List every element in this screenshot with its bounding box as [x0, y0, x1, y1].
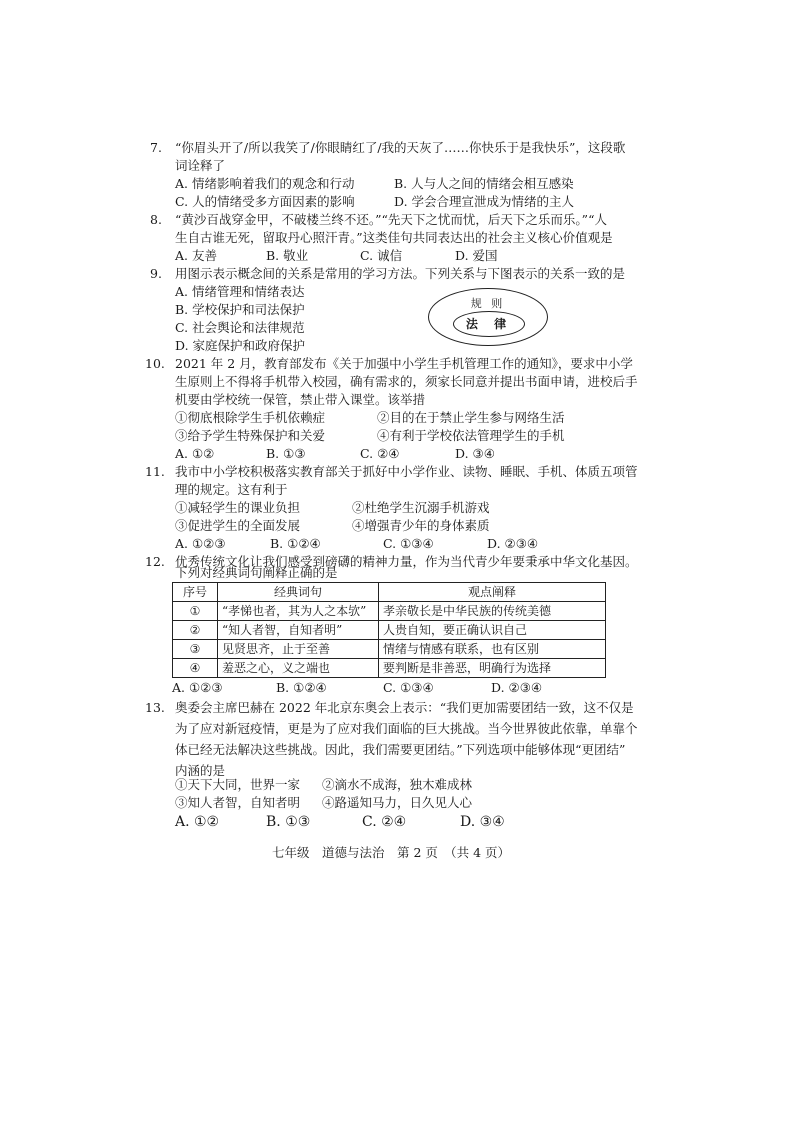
question-number: 8.	[150, 212, 162, 227]
header-quote: 经典词句	[218, 583, 379, 602]
cell-interpretation: 人贵自知，要正确认识自己	[379, 621, 606, 640]
cell-interpretation: 情绪与情感有联系，也有区别	[379, 640, 606, 659]
option-c[interactable]: C. ①③④	[383, 536, 434, 551]
question-stem-line: 用图示表示概念间的关系是常用的学习方法。下列关系与下图表示的关系一致的是	[175, 266, 626, 281]
question-stem-line: 我市中小学校积极落实教育部关于抓好中小学作业、读物、睡眠、手机、体质五项管	[175, 464, 638, 479]
table-row	[173, 659, 606, 678]
statement-2: ②杜绝学生沉溺手机游戏	[352, 500, 490, 515]
option-b[interactable]: B. 敬业	[266, 248, 309, 263]
question-number: 9.	[150, 266, 162, 281]
concept-diagram	[428, 288, 548, 346]
statement-2: ②目的在于禁止学生参与网络生活	[377, 410, 565, 425]
statement-2: ②滴水不成海，独木难成林	[322, 777, 473, 792]
statement-4: ④有利于学校依法管理学生的手机	[377, 428, 565, 443]
header-index: 序号	[173, 583, 218, 602]
option-a[interactable]: A. ①②	[175, 814, 220, 830]
option-c[interactable]: C. ②④	[360, 446, 400, 461]
question-stem-line: 2021 年 2 月，教育部发布《关于加强中小学生手机管理工作的通知》，要求中小学	[175, 356, 633, 371]
option-d[interactable]: D. 学会合理宣泄成为情绪的主人	[394, 194, 575, 209]
cell-quote: 见贤思齐，止于至善	[218, 640, 379, 659]
cell-quote: “孝悌也者，其为人之本欤”	[218, 602, 379, 621]
cell-index: ③	[173, 640, 218, 659]
question-stem-line: 为了应对新冠疫情，更是为了应对我们面临的巨大挑战。当今世界彼此依靠，单靠个	[175, 721, 638, 736]
option-a[interactable]: A. 情绪影响着我们的观念和行动	[175, 176, 355, 191]
option-b[interactable]: B. ①③	[266, 446, 306, 461]
question-stem-line: “你眉头开了/所以我笑了/你眼睛红了/我的天灰了……你快乐于是我快乐”，这段歌	[175, 140, 626, 155]
question-stem-line: 生自古谁无死，留取丹心照汗青。”这类佳句共同表达出的社会主义核心价值观是	[175, 230, 613, 245]
option-d[interactable]: D. 家庭保护和政府保护	[175, 338, 306, 353]
option-d[interactable]: D. ③④	[460, 814, 505, 830]
question-number: 10.	[145, 356, 165, 371]
option-a[interactable]: A. ①②③	[172, 680, 223, 695]
statement-1: ①天下大同，世界一家	[175, 777, 301, 792]
option-b[interactable]: B. ①②④	[276, 680, 327, 695]
diagram-inner-ellipse: 法 律	[453, 311, 525, 337]
table-header-row	[173, 583, 606, 602]
option-d[interactable]: D. 爱国	[455, 248, 498, 263]
header-interpretation: 观点阐释	[379, 583, 606, 602]
classics-table	[172, 582, 606, 678]
option-b[interactable]: B. 人与人之间的情绪会相互感染	[394, 176, 574, 191]
statement-1: ①彻底根除学生手机依赖症	[175, 410, 326, 425]
option-b[interactable]: B. ①②④	[270, 536, 321, 551]
question-stem-line: 内涵的是	[175, 763, 226, 778]
question-stem-line: 奥委会主席巴赫在 2022 年北京东奥会上表示：“我们更加需要团结一致，这不仅是	[175, 700, 634, 715]
option-c[interactable]: C. 社会舆论和法律规范	[175, 320, 305, 335]
option-a[interactable]: A. 友善	[175, 248, 217, 263]
diagram-outer-label: 规 则	[470, 297, 506, 310]
option-a[interactable]: A. 情绪管理和情绪表达	[175, 284, 305, 299]
question-stem-line: 下列对经典词句阐释正确的是	[175, 565, 338, 580]
table-row	[173, 602, 606, 621]
option-d[interactable]: D. ②③④	[491, 680, 543, 695]
option-d[interactable]: D. ②③④	[487, 536, 539, 551]
question-number: 7.	[150, 140, 162, 155]
question-stem-line: 词诠释了	[175, 158, 226, 173]
cell-quote: 羞恶之心，义之端也	[218, 659, 379, 678]
option-c[interactable]: C. ①③④	[383, 680, 434, 695]
option-b[interactable]: B. ①③	[266, 814, 311, 830]
statement-3: ③促进学生的全面发展	[175, 518, 301, 533]
question-stem-line: 机要由学校统一保管，禁止带入课堂。该举措	[175, 392, 426, 407]
question-number: 11.	[145, 464, 165, 479]
statement-4: ④路遥知马力，日久见人心	[322, 795, 473, 810]
question-stem-line: “黄沙百战穿金甲，不破楼兰终不还。”“先天下之忧而忧，后天下之乐而乐。”“人	[175, 212, 607, 227]
option-a[interactable]: A. ①②③	[175, 536, 226, 551]
cell-quote: “知人者智，自知者明”	[218, 621, 379, 640]
option-d[interactable]: D. ③④	[455, 446, 495, 461]
table-row	[173, 640, 606, 659]
statement-3: ③给予学生特殊保护和关爱	[175, 428, 326, 443]
option-c[interactable]: C. 诚信	[360, 248, 403, 263]
cell-index: ①	[173, 602, 218, 621]
table-row	[173, 621, 606, 640]
statement-3: ③知人者智，自知者明	[175, 795, 301, 810]
question-number: 13.	[145, 700, 165, 715]
statement-4: ④增强青少年的身体素质	[352, 518, 490, 533]
page-footer: 七年级 道德与法治 第 2 页 （共 4 页）	[272, 845, 511, 860]
question-stem-line: 理的规定。这有利于	[175, 482, 288, 497]
cell-interpretation: 要判断是非善恶，明确行为选择	[379, 659, 606, 678]
question-stem-line: 优秀传统文化让我们感受到磅礴的精神力量，作为当代青少年要秉承中华文化基因。	[175, 554, 638, 569]
question-stem-line: 体已经无法解决这些挑战。因此，我们需要更团结。”下列选项中能够体现“更团结”	[175, 742, 626, 757]
option-a[interactable]: A. ①②	[175, 446, 215, 461]
question-stem-line: 生原则上不得将手机带入校园，确有需求的，须家长同意并提出书面申请，进校后手	[175, 374, 638, 389]
cell-index: ②	[173, 621, 218, 640]
question-number: 12.	[145, 554, 165, 569]
option-b[interactable]: B. 学校保护和司法保护	[175, 302, 305, 317]
cell-index: ④	[173, 659, 218, 678]
option-c[interactable]: C. ②④	[362, 814, 407, 830]
option-c[interactable]: C. 人的情绪受多方面因素的影响	[175, 194, 355, 209]
cell-interpretation: 孝亲敬长是中华民族的传统美德	[379, 602, 606, 621]
statement-1: ①减轻学生的课业负担	[175, 500, 301, 515]
